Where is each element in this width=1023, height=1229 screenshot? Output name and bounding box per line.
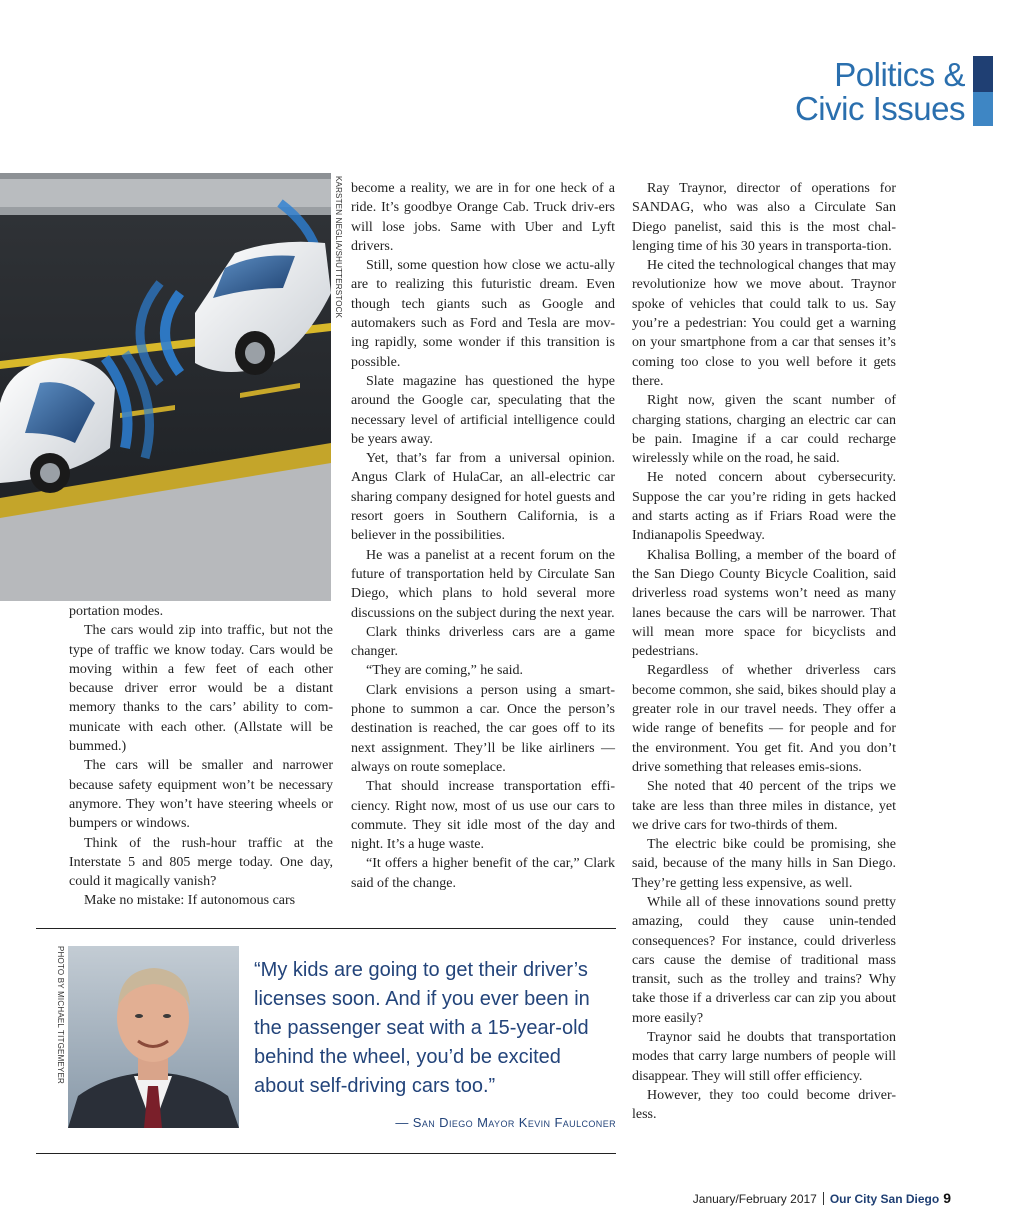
section-title-line1: Politics & — [834, 56, 965, 93]
paragraph: He noted concern about cybersecurity. Suppose the car you’re riding in gets hacked and starts acting as if Friars Road were the Indianapolis Speedway. — [632, 470, 896, 544]
paragraph: “They are coming,” he said. — [366, 663, 524, 679]
section-color-bar — [973, 56, 993, 126]
mayor-portrait — [68, 946, 239, 1128]
article-column-right — [632, 179, 896, 1125]
section-title — [795, 58, 965, 126]
paragraph: Still, some question how close we actu-ally are to realizing this futuristic dream. Even though tech giants such as Google and automakers such as Ford and Tesla are mov-ing rapidly, some wonder if this transition is possible. — [351, 258, 615, 370]
issue-date: January/February 2017 — [692, 1192, 817, 1206]
photo-credit: KARSTEN NEGLIA/SHUTTERSTOCK — [334, 176, 343, 319]
paragraph: The cars will be smaller and narrower because safety equipment won’t be necessary anymore. They won’t have steering wheels or bumpers or windows. — [69, 758, 333, 832]
paragraph: Ray Traynor, director of operations for SANDAG, who was also a Circulate San Diego panelist, said this is the most chal-lenging time of his 30 years in transporta-tion. — [632, 181, 896, 254]
paragraph: The electric bike could be promising, she said, because of the many hills in San Diego. They’re getting less expensive, as well. — [632, 837, 896, 891]
footer-divider — [823, 1192, 824, 1205]
paragraph: That should increase transportation effi-ciency. Right now, most of us use our cars to commute. They sit idle most of the day and night. It’s a huge waste. — [351, 779, 615, 853]
paragraph: “It offers a higher benefit of the car,” Clark said of the change. — [351, 856, 615, 891]
paragraph: Think of the rush-hour traffic at the Interstate 5 and 805 merge today. One day, could it magically vanish? — [69, 835, 333, 890]
pull-quote-rule-top — [36, 928, 616, 929]
paragraph: Make no mistake: If autonomous cars — [84, 893, 296, 909]
paragraph: He cited the technological changes that may revolutionize how we move about. Traynor spoke of vehicles that could talk to us. Say you’re a pedestrian: You could get a warning on your smartphone from a car that senses it’s coming too close to you well before it gets there. — [632, 258, 896, 389]
paragraph: become a reality, we are in for one heck of a ride. It’s goodbye Orange Cab. Truck driv-ers will lose jobs. Same with Uber and Lyft drivers. — [351, 181, 615, 254]
pull-quote-text: “My kids are going to get their driver’s licenses soon. And if you ever been in the passenger seat with a 15-year-old behind the wheel, you’d be excited about self-driving cars too.” — [254, 959, 590, 1097]
paragraph: The cars would zip into traffic, but not the type of traffic we know today. Cars would be moving within a few feet of each other because driver error would be a distant memory thanks to the cars’ ability to com-municate with each other. (Allstate will be bummed.) — [69, 623, 333, 755]
mayor-photo-credit: PHOTO BY MICHAEL TITGEMEYER — [56, 946, 65, 1085]
article-column-middle — [351, 179, 615, 893]
paragraph: portation modes. — [69, 604, 164, 619]
paragraph: However, they too could become driver-less. — [632, 1087, 896, 1123]
pull-quote-rule-bottom — [36, 1153, 616, 1154]
article-column-left — [69, 602, 333, 911]
paragraph: He was a panelist at a recent forum on the future of transportation held by Circulate San Diego, which plans to hold several more discussions on the subject during the next year. — [351, 547, 615, 621]
paragraph: Khalisa Bolling, a member of the board of the San Diego County Bicycle Coalition, said driverless road systems won’t need as many lanes because the cars will be narrower. That will mean more space for bicyclists and pedestrians. — [632, 547, 896, 660]
driverless-cars-photo — [0, 173, 331, 601]
paragraph: Traynor said he doubts that transportation modes that carry large numbers of people will disappear. They will still offer efficiency. — [632, 1030, 896, 1084]
pull-quote-attribution: — San Diego Mayor Kevin Faulconer — [395, 1115, 616, 1130]
paragraph: Right now, given the scant number of charging stations, charging an electric car can be pain. Imagine if a car could recharge wirelessly while on the road, he said. — [632, 393, 896, 467]
magazine-name: Our City San Diego — [829, 1192, 940, 1206]
paragraph: Slate magazine has questioned the hype around the Google car, speculating that the necessary level of artificial intelligence could be years away. — [351, 373, 615, 447]
paragraph: Clark thinks driverless cars are a game changer. — [351, 624, 615, 660]
page-footer — [693, 1190, 951, 1206]
section-title-line2: Civic Issues — [794, 90, 965, 127]
paragraph: While all of these innovations sound pretty amazing, could they cause unin-tended consequences? For instance, could driverless cars cause the demise of traditional mass transit, such as the trolley and trains? Why take those if a driverless car can zip you about more easily? — [632, 894, 896, 1026]
paragraph: Clark envisions a person using a smart-phone to summon a car. Once the person’s destination is reached, the car goes off to its next assignment. They’ll be like airliners — always on route someplace. — [351, 682, 615, 775]
paragraph: Yet, that’s far from a universal opinion. Angus Clark of HulaCar, an all-electric car sharing company designed for hotel guests and resort goers in Southern California, is a believer in the possibilities. — [351, 451, 615, 544]
paragraph: Regardless of whether driverless cars become common, she said, bikes should play a greater role in our travel needs. They offer a wide range of benefits — for people and for the environment. You get fit. And you don’t drive something that releases emis-sions. — [632, 663, 896, 775]
page-number: 9 — [943, 1190, 951, 1206]
paragraph: She noted that 40 percent of the trips we take are less than three miles in distance, yet we drive cars for two-thirds of them. — [632, 779, 896, 833]
